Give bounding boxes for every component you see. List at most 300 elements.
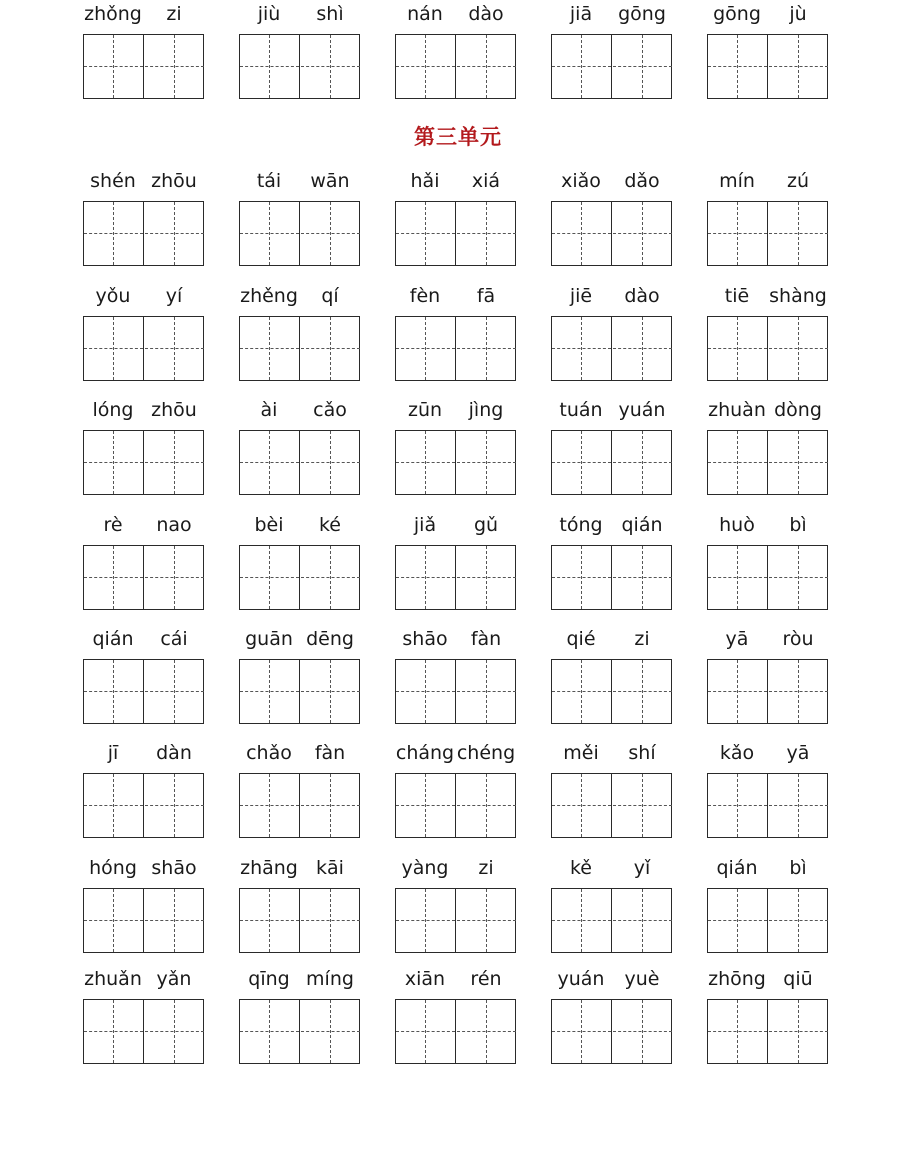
- tian-zi-square[interactable]: [769, 889, 828, 952]
- tian-zi-square[interactable]: [613, 546, 672, 609]
- tian-zi-square[interactable]: [240, 546, 300, 609]
- tian-zi-square[interactable]: [396, 774, 456, 837]
- pinyin-syllable: shì: [316, 3, 344, 25]
- word-cell: [83, 739, 204, 839]
- tian-zi-square[interactable]: [240, 889, 300, 952]
- pinyin-row: [707, 965, 828, 995]
- word-cell: [395, 0, 516, 100]
- tian-zi-square[interactable]: [84, 202, 144, 265]
- word-cell: [551, 854, 672, 954]
- writing-box[interactable]: [83, 201, 204, 266]
- pinyin-syllable: kāi: [316, 857, 344, 879]
- tian-zi-square[interactable]: [769, 317, 828, 380]
- tian-zi-square[interactable]: [396, 431, 456, 494]
- pinyin-syllable: shàng: [769, 285, 827, 307]
- tian-zi-square[interactable]: [708, 202, 768, 265]
- tian-zi-square[interactable]: [240, 35, 300, 98]
- word-cell: [395, 167, 516, 267]
- pinyin-syllable: gǔ: [473, 514, 499, 536]
- pinyin-syllable: yí: [165, 285, 183, 307]
- tian-zi-square[interactable]: [84, 1000, 144, 1063]
- pinyin-row: [551, 396, 672, 426]
- tian-zi-square[interactable]: [84, 774, 144, 837]
- writing-box[interactable]: [83, 999, 204, 1064]
- dashed-guide-horizontal: [552, 348, 611, 349]
- word-cell: [239, 854, 360, 954]
- dashed-guide-horizontal: [769, 348, 828, 349]
- writing-box[interactable]: [551, 34, 672, 99]
- pinyin-syllable: lóng: [92, 399, 134, 421]
- dashed-guide-horizontal: [145, 577, 204, 578]
- tian-zi-square[interactable]: [457, 889, 516, 952]
- tian-zi-square[interactable]: [457, 431, 516, 494]
- tian-zi-square[interactable]: [240, 1000, 300, 1063]
- tian-zi-square[interactable]: [145, 431, 204, 494]
- dashed-guide-horizontal: [240, 691, 299, 692]
- tian-zi-square[interactable]: [84, 35, 144, 98]
- dashed-guide-horizontal: [84, 348, 143, 349]
- pinyin-syllable: nao: [156, 514, 192, 536]
- writing-box[interactable]: [707, 773, 828, 838]
- dashed-guide-horizontal: [240, 66, 299, 67]
- dashed-guide-horizontal: [613, 577, 672, 578]
- pinyin-row: [239, 282, 360, 312]
- dashed-guide-horizontal: [552, 577, 611, 578]
- pinyin-row: [239, 625, 360, 655]
- tian-zi-square[interactable]: [552, 660, 612, 723]
- dashed-guide-horizontal: [552, 66, 611, 67]
- word-cell: [551, 511, 672, 611]
- dashed-guide-horizontal: [552, 920, 611, 921]
- tian-zi-square[interactable]: [457, 202, 516, 265]
- writing-box[interactable]: [551, 999, 672, 1064]
- tian-zi-square[interactable]: [457, 1000, 516, 1063]
- writing-box[interactable]: [551, 430, 672, 495]
- writing-box[interactable]: [395, 430, 516, 495]
- pinyin-syllable: cái: [160, 628, 188, 650]
- word-cell: [83, 0, 204, 100]
- pinyin-row: [551, 511, 672, 541]
- tian-zi-square[interactable]: [552, 1000, 612, 1063]
- word-cell: [395, 965, 516, 1065]
- pinyin-row: [395, 0, 516, 30]
- tian-zi-square[interactable]: [613, 202, 672, 265]
- pinyin-syllable: zú: [786, 170, 809, 192]
- word-cell: [395, 854, 516, 954]
- pinyin-row: [551, 739, 672, 769]
- dashed-guide-horizontal: [613, 462, 672, 463]
- tian-zi-square[interactable]: [145, 317, 204, 380]
- dashed-guide-horizontal: [240, 462, 299, 463]
- pinyin-syllable: fèn: [409, 285, 441, 307]
- tian-zi-square[interactable]: [457, 774, 516, 837]
- tian-zi-square[interactable]: [84, 317, 144, 380]
- pinyin-syllable: rén: [470, 968, 502, 990]
- tian-zi-square[interactable]: [613, 889, 672, 952]
- writing-box[interactable]: [707, 34, 828, 99]
- writing-box[interactable]: [395, 999, 516, 1064]
- dashed-guide-horizontal: [769, 462, 828, 463]
- dashed-guide-horizontal: [145, 1031, 204, 1032]
- dashed-guide-horizontal: [613, 1031, 672, 1032]
- dashed-guide-horizontal: [84, 691, 143, 692]
- pinyin-row: [239, 854, 360, 884]
- tian-zi-square[interactable]: [301, 1000, 360, 1063]
- writing-box[interactable]: [239, 888, 360, 953]
- pinyin-syllable: fā: [476, 285, 496, 307]
- dashed-guide-horizontal: [84, 577, 143, 578]
- writing-box[interactable]: [551, 888, 672, 953]
- word-cell: [395, 625, 516, 725]
- dashed-guide-horizontal: [240, 1031, 299, 1032]
- pinyin-syllable: shāo: [151, 857, 197, 879]
- writing-box[interactable]: [395, 201, 516, 266]
- pinyin-syllable: yǎn: [156, 968, 192, 990]
- tian-zi-square[interactable]: [301, 431, 360, 494]
- tian-zi-square[interactable]: [84, 546, 144, 609]
- tian-zi-square[interactable]: [769, 1000, 828, 1063]
- tian-zi-square[interactable]: [708, 774, 768, 837]
- pinyin-syllable: xiān: [404, 968, 446, 990]
- tian-zi-square[interactable]: [240, 431, 300, 494]
- tian-zi-square[interactable]: [613, 431, 672, 494]
- pinyin-syllable: shí: [628, 742, 656, 764]
- pinyin-syllable: tiē: [724, 285, 750, 307]
- pinyin-syllable: měi: [563, 742, 599, 764]
- tian-zi-square[interactable]: [240, 317, 300, 380]
- writing-box[interactable]: [239, 430, 360, 495]
- tian-zi-square[interactable]: [769, 202, 828, 265]
- pinyin-syllable: hóng: [89, 857, 137, 879]
- tian-zi-square[interactable]: [301, 202, 360, 265]
- pinyin-syllable: guān: [245, 628, 293, 650]
- pinyin-syllable: qié: [566, 628, 596, 650]
- writing-box[interactable]: [707, 201, 828, 266]
- tian-zi-square[interactable]: [769, 546, 828, 609]
- tian-zi-square[interactable]: [708, 1000, 768, 1063]
- word-cell: [239, 396, 360, 496]
- tian-zi-square[interactable]: [769, 35, 828, 98]
- writing-box[interactable]: [551, 659, 672, 724]
- word-cell: [707, 854, 828, 954]
- pinyin-row: [395, 965, 516, 995]
- tian-zi-square[interactable]: [769, 774, 828, 837]
- dashed-guide-horizontal: [396, 920, 455, 921]
- word-cell: [395, 396, 516, 496]
- word-cell: [83, 625, 204, 725]
- tian-zi-square[interactable]: [613, 774, 672, 837]
- pinyin-syllable: qián: [92, 628, 134, 650]
- dashed-guide-horizontal: [301, 348, 360, 349]
- writing-box[interactable]: [395, 659, 516, 724]
- tian-zi-square[interactable]: [396, 35, 456, 98]
- tian-zi-square[interactable]: [145, 889, 204, 952]
- pinyin-syllable: kě: [569, 857, 592, 879]
- pinyin-row: [83, 739, 204, 769]
- dashed-guide-horizontal: [396, 462, 455, 463]
- pinyin-syllable: zhāng: [240, 857, 298, 879]
- dashed-guide-horizontal: [145, 348, 204, 349]
- dashed-guide-horizontal: [769, 66, 828, 67]
- dashed-guide-horizontal: [769, 233, 828, 234]
- word-cell: [707, 0, 828, 100]
- writing-box[interactable]: [395, 34, 516, 99]
- tian-zi-square[interactable]: [240, 660, 300, 723]
- dashed-guide-horizontal: [396, 233, 455, 234]
- dashed-guide-horizontal: [457, 577, 516, 578]
- writing-box[interactable]: [551, 316, 672, 381]
- tian-zi-square[interactable]: [240, 774, 300, 837]
- dashed-guide-horizontal: [708, 462, 767, 463]
- pinyin-syllable: qīng: [248, 968, 290, 990]
- writing-box[interactable]: [239, 545, 360, 610]
- tian-zi-square[interactable]: [84, 660, 144, 723]
- writing-box[interactable]: [395, 773, 516, 838]
- word-cell: [551, 0, 672, 100]
- writing-box[interactable]: [707, 430, 828, 495]
- writing-box[interactable]: [551, 201, 672, 266]
- tian-zi-square[interactable]: [708, 35, 768, 98]
- tian-zi-square[interactable]: [613, 660, 672, 723]
- dashed-guide-horizontal: [145, 805, 204, 806]
- tian-zi-square[interactable]: [145, 546, 204, 609]
- tian-zi-square[interactable]: [396, 889, 456, 952]
- word-cell: [239, 167, 360, 267]
- word-cell: [395, 511, 516, 611]
- dashed-guide-horizontal: [708, 233, 767, 234]
- pinyin-syllable: yuán: [557, 968, 605, 990]
- tian-zi-square[interactable]: [145, 202, 204, 265]
- pinyin-row: [83, 0, 204, 30]
- tian-zi-square[interactable]: [552, 202, 612, 265]
- pinyin-row: [83, 965, 204, 995]
- writing-box[interactable]: [239, 999, 360, 1064]
- pinyin-syllable: shāo: [402, 628, 448, 650]
- pinyin-row: [395, 854, 516, 884]
- tian-zi-square[interactable]: [613, 1000, 672, 1063]
- tian-zi-square[interactable]: [769, 431, 828, 494]
- pinyin-syllable: zi: [634, 628, 650, 650]
- pinyin-row: [83, 625, 204, 655]
- dashed-guide-horizontal: [613, 233, 672, 234]
- tian-zi-square[interactable]: [396, 1000, 456, 1063]
- tian-zi-square[interactable]: [301, 35, 360, 98]
- tian-zi-square[interactable]: [613, 317, 672, 380]
- word-cell: [551, 965, 672, 1065]
- pinyin-syllable: yā: [725, 628, 749, 650]
- dashed-guide-horizontal: [708, 348, 767, 349]
- word-cell: [239, 739, 360, 839]
- pinyin-syllable: fàn: [470, 628, 502, 650]
- writing-box[interactable]: [83, 430, 204, 495]
- tian-zi-square[interactable]: [457, 35, 516, 98]
- pinyin-row: [239, 0, 360, 30]
- section-title: 第三单元: [414, 125, 502, 149]
- tian-zi-square[interactable]: [396, 317, 456, 380]
- pinyin-row: [83, 854, 204, 884]
- tian-zi-square[interactable]: [301, 317, 360, 380]
- pinyin-row: [239, 739, 360, 769]
- dashed-guide-horizontal: [769, 920, 828, 921]
- pinyin-row: [707, 739, 828, 769]
- pinyin-syllable: kǎo: [719, 742, 755, 764]
- dashed-guide-horizontal: [301, 920, 360, 921]
- writing-box[interactable]: [551, 773, 672, 838]
- tian-zi-square[interactable]: [301, 660, 360, 723]
- word-cell: [707, 396, 828, 496]
- dashed-guide-horizontal: [145, 691, 204, 692]
- dashed-guide-horizontal: [396, 66, 455, 67]
- tian-zi-square[interactable]: [708, 317, 768, 380]
- dashed-guide-horizontal: [396, 577, 455, 578]
- dashed-guide-horizontal: [457, 920, 516, 921]
- writing-box[interactable]: [239, 659, 360, 724]
- word-cell: [395, 282, 516, 382]
- dashed-guide-horizontal: [613, 805, 672, 806]
- tian-zi-square[interactable]: [769, 660, 828, 723]
- tian-zi-square[interactable]: [240, 202, 300, 265]
- writing-box[interactable]: [707, 545, 828, 610]
- tian-zi-square[interactable]: [457, 546, 516, 609]
- pinyin-syllable: tuán: [559, 399, 603, 421]
- pinyin-syllable: gōng: [618, 3, 666, 25]
- tian-zi-square[interactable]: [396, 202, 456, 265]
- writing-box[interactable]: [83, 888, 204, 953]
- word-cell: [83, 965, 204, 1065]
- pinyin-row: [83, 511, 204, 541]
- tian-zi-square[interactable]: [552, 431, 612, 494]
- dashed-guide-horizontal: [613, 348, 672, 349]
- writing-box[interactable]: [83, 34, 204, 99]
- pinyin-row: [707, 167, 828, 197]
- dashed-guide-horizontal: [708, 1031, 767, 1032]
- pinyin-syllable: xiá: [471, 170, 501, 192]
- tian-zi-square[interactable]: [396, 660, 456, 723]
- tian-zi-square[interactable]: [613, 35, 672, 98]
- writing-box[interactable]: [239, 773, 360, 838]
- pinyin-syllable: zhěng: [240, 285, 298, 307]
- word-cell: [83, 282, 204, 382]
- tian-zi-square[interactable]: [396, 546, 456, 609]
- tian-zi-square[interactable]: [84, 431, 144, 494]
- dashed-guide-horizontal: [552, 805, 611, 806]
- dashed-guide-horizontal: [457, 66, 516, 67]
- writing-box[interactable]: [83, 659, 204, 724]
- tian-zi-square[interactable]: [457, 660, 516, 723]
- dashed-guide-horizontal: [240, 233, 299, 234]
- writing-box[interactable]: [83, 773, 204, 838]
- tian-zi-square[interactable]: [145, 1000, 204, 1063]
- pinyin-syllable: qián: [716, 857, 758, 879]
- word-cell: [239, 625, 360, 725]
- word-cell: [707, 282, 828, 382]
- writing-box[interactable]: [395, 545, 516, 610]
- pinyin-syllable: dēng: [306, 628, 354, 650]
- dashed-guide-horizontal: [301, 462, 360, 463]
- dashed-guide-horizontal: [708, 66, 767, 67]
- pinyin-syllable: hǎi: [410, 170, 440, 192]
- tian-zi-square[interactable]: [552, 317, 612, 380]
- pinyin-syllable: jiē: [569, 285, 593, 307]
- dashed-guide-horizontal: [84, 1031, 143, 1032]
- tian-zi-square[interactable]: [301, 774, 360, 837]
- word-cell: [83, 396, 204, 496]
- tian-zi-square[interactable]: [552, 35, 612, 98]
- dashed-guide-horizontal: [552, 691, 611, 692]
- writing-box[interactable]: [707, 659, 828, 724]
- tian-zi-square[interactable]: [457, 317, 516, 380]
- tian-zi-square[interactable]: [301, 889, 360, 952]
- word-cell: [551, 282, 672, 382]
- dashed-guide-horizontal: [240, 348, 299, 349]
- writing-box[interactable]: [707, 999, 828, 1064]
- tian-zi-square[interactable]: [145, 35, 204, 98]
- tian-zi-square[interactable]: [552, 546, 612, 609]
- writing-box[interactable]: [83, 316, 204, 381]
- writing-box[interactable]: [83, 545, 204, 610]
- tian-zi-square[interactable]: [708, 546, 768, 609]
- pinyin-row: [551, 965, 672, 995]
- dashed-guide-horizontal: [708, 920, 767, 921]
- pinyin-row: [83, 167, 204, 197]
- pinyin-syllable: yuán: [618, 399, 666, 421]
- writing-box[interactable]: [395, 888, 516, 953]
- tian-zi-square[interactable]: [552, 889, 612, 952]
- writing-box[interactable]: [239, 316, 360, 381]
- writing-box[interactable]: [707, 316, 828, 381]
- pinyin-syllable: qí: [321, 285, 339, 307]
- tian-zi-square[interactable]: [301, 546, 360, 609]
- pinyin-row: [551, 0, 672, 30]
- pinyin-syllable: jiǎ: [413, 514, 437, 536]
- pinyin-syllable: dǎo: [624, 170, 660, 192]
- writing-box[interactable]: [707, 888, 828, 953]
- pinyin-row: [83, 396, 204, 426]
- pinyin-row: [551, 625, 672, 655]
- pinyin-syllable: qián: [621, 514, 663, 536]
- dashed-guide-horizontal: [457, 1031, 516, 1032]
- writing-box[interactable]: [551, 545, 672, 610]
- pinyin-syllable: gōng: [713, 3, 761, 25]
- pinyin-row: [395, 511, 516, 541]
- tian-zi-square[interactable]: [708, 431, 768, 494]
- tian-zi-square[interactable]: [84, 889, 144, 952]
- dashed-guide-horizontal: [145, 233, 204, 234]
- dashed-guide-horizontal: [769, 577, 828, 578]
- pinyin-row: [239, 965, 360, 995]
- word-cell: [83, 511, 204, 611]
- dashed-guide-horizontal: [769, 691, 828, 692]
- pinyin-syllable: ài: [260, 399, 278, 421]
- pinyin-row: [239, 396, 360, 426]
- tian-zi-square[interactable]: [552, 774, 612, 837]
- dashed-guide-horizontal: [84, 462, 143, 463]
- pinyin-syllable: yǒu: [95, 285, 131, 307]
- writing-box[interactable]: [239, 34, 360, 99]
- tian-zi-square[interactable]: [708, 660, 768, 723]
- pinyin-syllable: qiū: [783, 968, 813, 990]
- dashed-guide-horizontal: [84, 805, 143, 806]
- pinyin-syllable: dàn: [156, 742, 192, 764]
- dashed-guide-horizontal: [145, 920, 204, 921]
- word-cell: [83, 854, 204, 954]
- tian-zi-square[interactable]: [145, 774, 204, 837]
- pinyin-syllable: cǎo: [313, 399, 347, 421]
- writing-box[interactable]: [239, 201, 360, 266]
- writing-box[interactable]: [395, 316, 516, 381]
- tian-zi-square[interactable]: [145, 660, 204, 723]
- tian-zi-square[interactable]: [708, 889, 768, 952]
